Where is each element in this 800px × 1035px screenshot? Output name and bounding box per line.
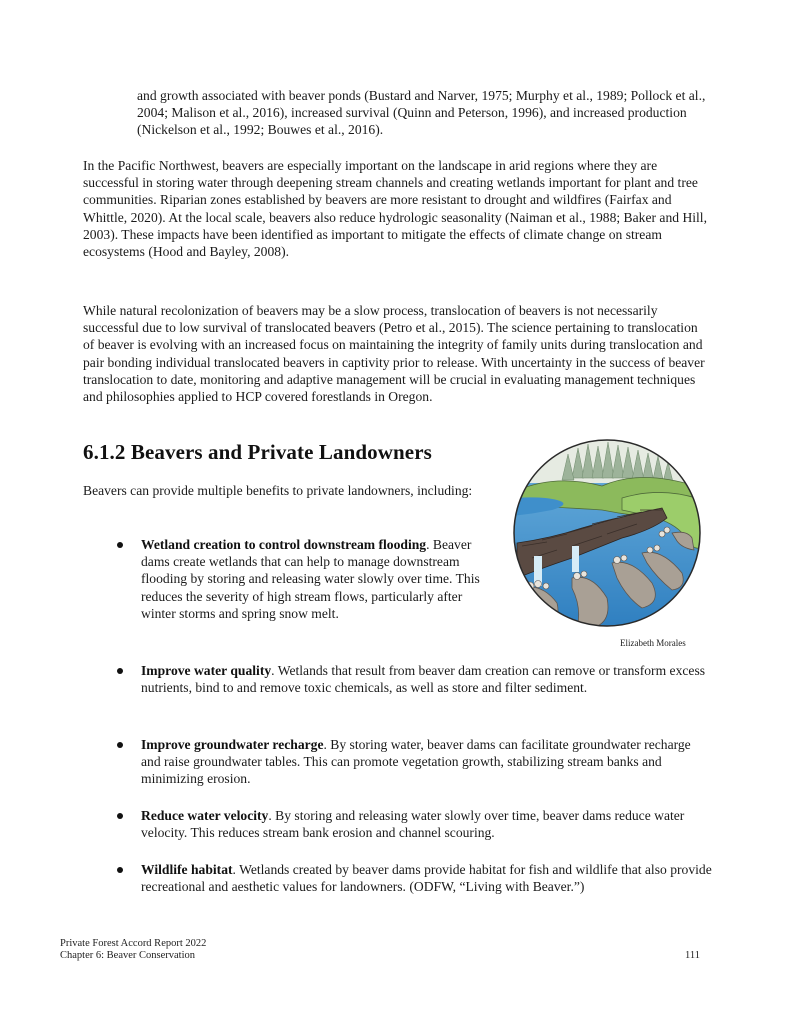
bullet-text: . Beaver dams create wetlands that can help to manage downstream flooding by storing and releasing water slowly over time. This reduces the severity of high stream flows, particularly after winter storms and spring snow melt.	[141, 537, 480, 621]
page-footer	[60, 938, 206, 962]
beaver-dam-illustration-icon	[512, 438, 702, 628]
bullet-title: Reduce water velocity	[141, 808, 269, 823]
bullet-text: . By storing and releasing water slowly over time, beaver dams reduce water velocity. This reduces stream bank erosion and channel scouring.	[141, 808, 685, 841]
bullet-title: Improve groundwater recharge	[141, 737, 324, 752]
continuation-paragraph: and growth associated with beaver ponds (Bustard and Narver, 1975; Murphy et al., 1989; Pollock et al., 2004; Malison et al., 2016), increased survival (Quinn and Peterson, 1996), and increased production (Nickelson et al., 1992; Bouwes et al., 2016).	[137, 88, 706, 138]
bullet-dot-icon	[117, 813, 123, 819]
paragraph-pacific-northwest: In the Pacific Northwest, beavers are especially important on the landscape in arid regions where they are successful in storing water through deepening stream channels and creating wetlands important for plant and tree communities. Riparian zones established by beavers are more resistant to drought and wildfires (Fairfax and Whittle, 2020). At the local scale, beavers also reduce hydrologic seasonality (Naiman et al., 1988; Baker and Hill, 2003). These impacts have been identified as important to mitigate the effects of climate change on stream ecosystems (Hood and Bayley, 2008).	[83, 158, 707, 260]
bullet-text: . Wetlands that result from beaver dam creation can remove or transform excess nutrients, bind to and remove toxic chemicals, as well as store and filter sediment.	[141, 663, 706, 696]
bullet-text: . By storing water, beaver dams can facilitate groundwater recharge and raise groundwater tables. This can promote vegetation growth, stabilizing stream banks and minimizing erosion.	[141, 737, 691, 787]
section-heading: 6.1.2 Beavers and Private Landowners	[83, 440, 432, 464]
bullet-dot-icon	[117, 867, 123, 873]
bullet-dot-icon	[117, 668, 123, 674]
bullet-text: . Wetlands created by beaver dams provide habitat for fish and wildlife that also provide recreational and aesthetic values for landowners. (ODFW, “Living with Beaver.”)	[141, 862, 712, 895]
footer-report-title: Private Forest Accord Report 2022	[60, 938, 207, 949]
figure-caption: Elizabeth Morales	[620, 638, 686, 648]
bullet-title: Wetland creation to control downstream flooding	[141, 537, 427, 552]
section-intro: Beavers can provide multiple benefits to private landowners, including:	[83, 483, 473, 498]
bullet-title: Wildlife habitat	[141, 862, 233, 877]
bullet-dot-icon	[117, 542, 123, 548]
bullet-title: Improve water quality	[141, 663, 272, 678]
bullet-dot-icon	[117, 742, 123, 748]
page-number: 111	[685, 950, 700, 961]
footer-chapter-title: Chapter 6: Beaver Conservation	[60, 950, 196, 961]
paragraph-translocation: While natural recolonization of beavers may be a slow process, translocation of beavers is not necessarily successful due to low survival of translocated beavers (Petro et al., 2015). The science pertaining to translocation of beaver is evolving with an increased focus on maintaining the integrity of family units during translocation and pair bonding individual translocated beavers in captivity prior to release. With uncertainty in the success of beaver translocation to date, monitoring and adaptive management will be crucial in evaluating management techniques and philosophies applied to HCP covered forestlands in Oregon.	[83, 303, 705, 405]
